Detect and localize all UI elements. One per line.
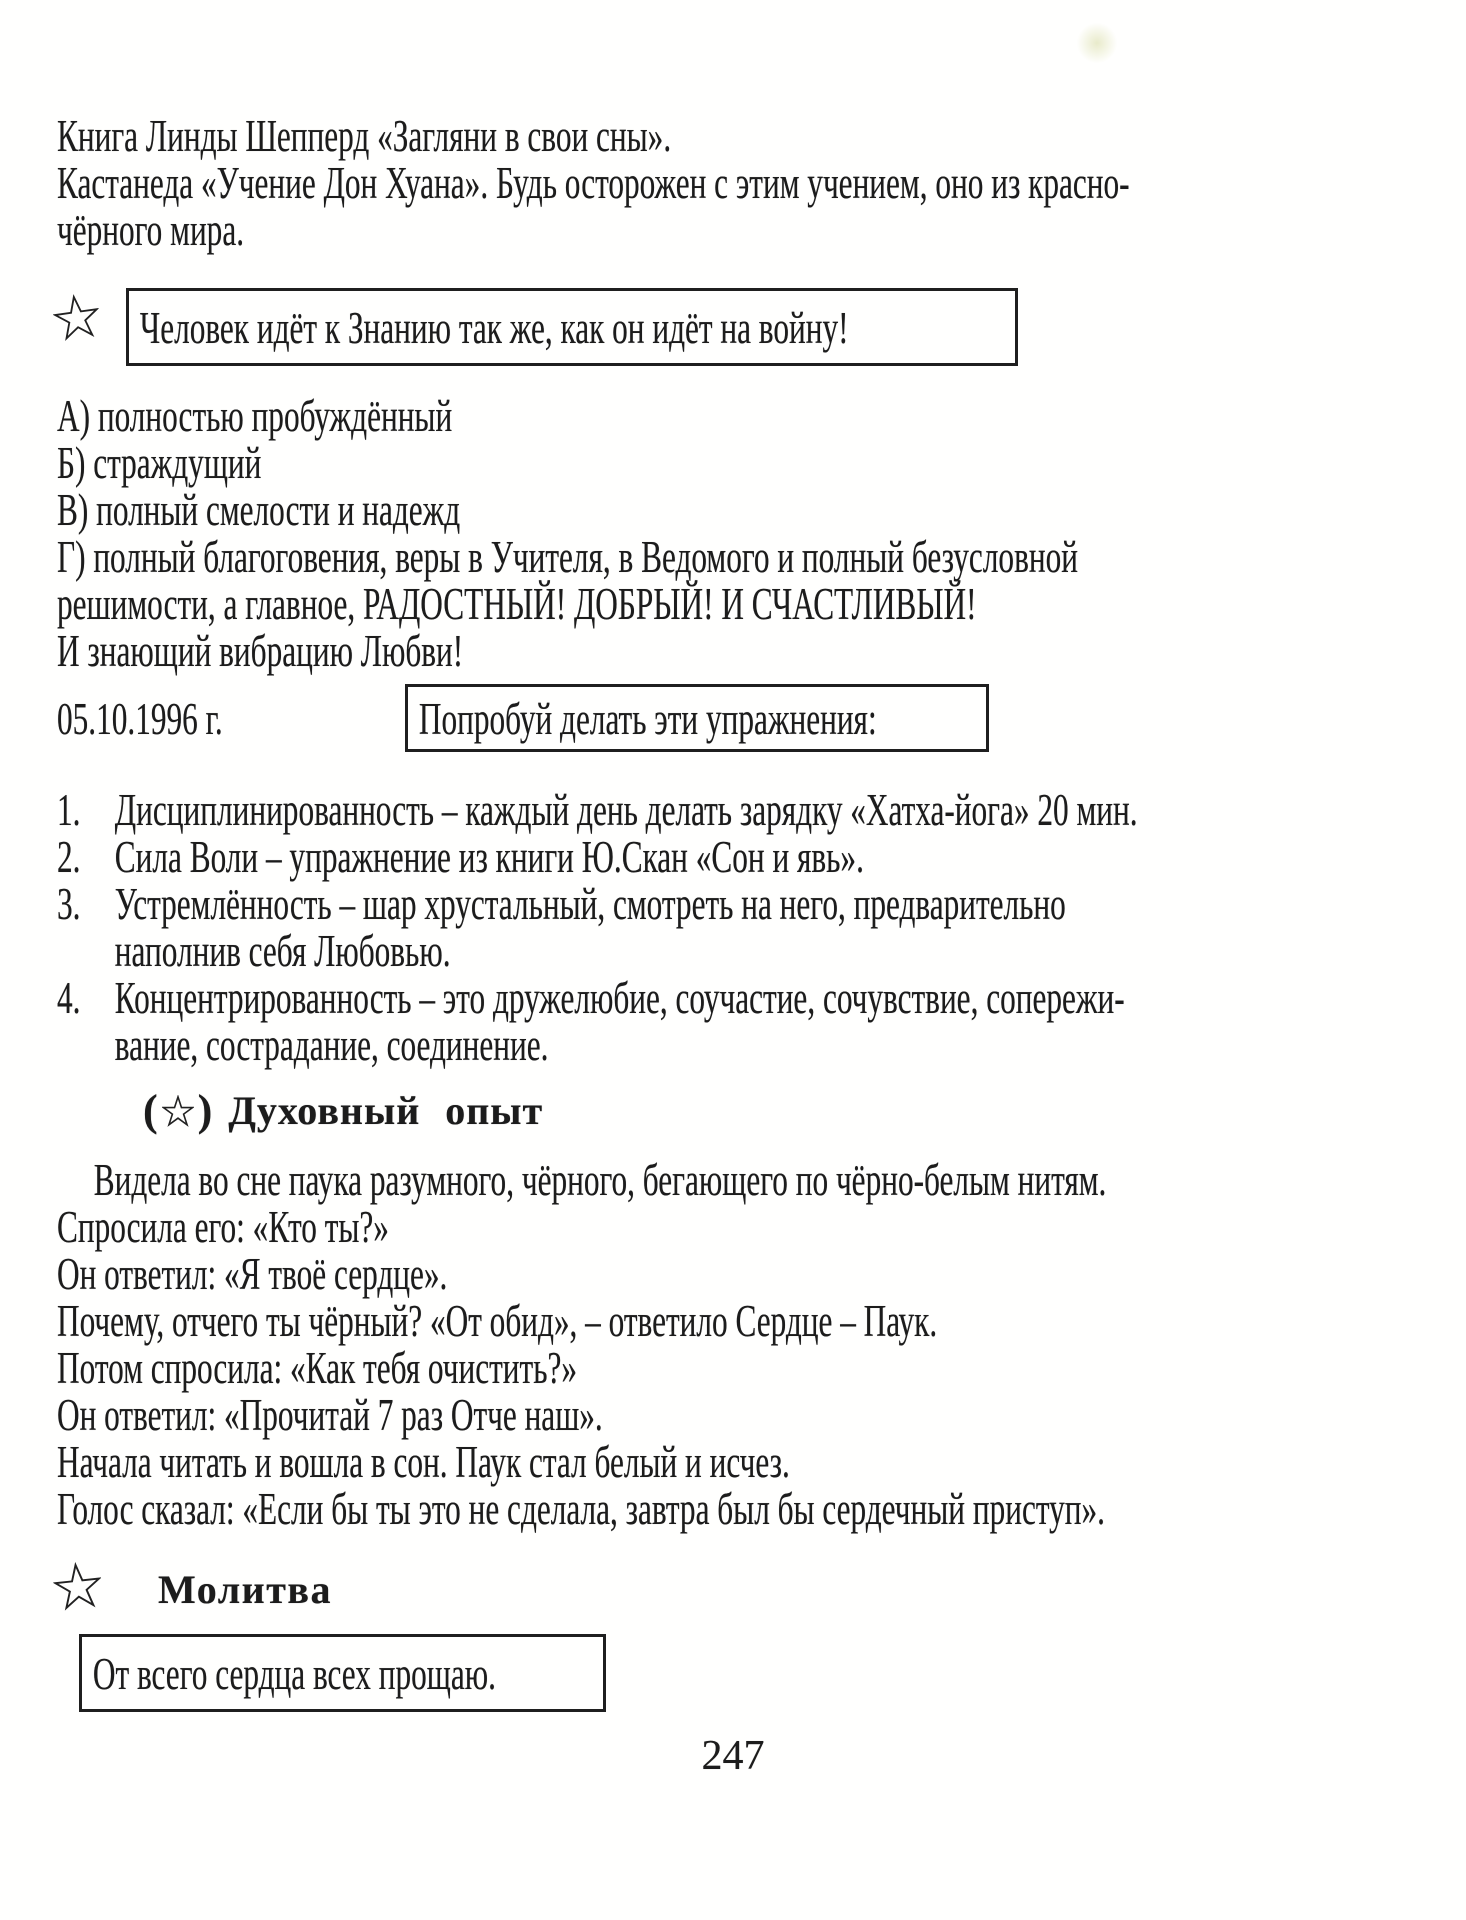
text-line: Почему, отчего ты чёрный? «От обид», – ответило Сердце – Паук. bbox=[57, 1295, 938, 1346]
entry-date bbox=[57, 686, 223, 752]
instruction-box bbox=[405, 684, 989, 752]
text-line: Кастанеда «Учение Дон Хуана». Будь осторожен с этим учением, оно из красно- bbox=[57, 157, 1130, 208]
exercise-continuation bbox=[57, 1021, 1138, 1068]
text-line: Голос сказал: «Если бы ты это не сделала, завтра был бы сердечный приступ». bbox=[57, 1483, 1105, 1534]
star-icon bbox=[51, 1560, 104, 1618]
text-line: чёрного мира. bbox=[57, 204, 245, 255]
star-icon bbox=[162, 1095, 194, 1127]
intro-paragraph bbox=[57, 112, 1130, 253]
star-icon bbox=[51, 291, 104, 348]
option-line: В) полный смелости и надежд bbox=[57, 484, 461, 535]
close-paren: ) bbox=[197, 1086, 213, 1135]
exercise-continuation bbox=[57, 927, 1138, 974]
text-line: Он ответил: «Прочитай 7 раз Отче наш». bbox=[57, 1389, 603, 1440]
exercise-text: Концентрированность – это дружелюбие, соучастие, сочувствие, сопережи- bbox=[114, 972, 1125, 1023]
exercise-text: Устремлённость – шар хрустальный, смотреть на него, предварительно bbox=[114, 878, 1066, 929]
spiritual-experience-heading bbox=[143, 1086, 543, 1136]
text-line: Он ответил: «Я твоё сердце». bbox=[57, 1248, 448, 1299]
prayer-heading: Молитва bbox=[158, 1567, 332, 1612]
text-line: Видела во сне паука разумного, чёрного, бегающего по чёрно-белым нитям. bbox=[93, 1154, 1107, 1205]
option-line: Г) полный благоговения, веры в Учителя, в Ведомого и полный безусловной bbox=[57, 531, 1078, 582]
option-line: А) полностью пробуждённый bbox=[57, 390, 453, 441]
options-list bbox=[57, 392, 1078, 674]
prayer-box-text: От всего сердца всех прощаю. bbox=[92, 1647, 496, 1699]
open-paren: ( bbox=[143, 1086, 158, 1135]
exercise-number: 4. bbox=[57, 972, 81, 1023]
dream-paragraph bbox=[57, 1156, 1106, 1532]
option-line: Б) страждущий bbox=[57, 437, 262, 488]
quote-box-text: Человек идёт к Знанию так же, как он идёт на войну! bbox=[139, 301, 849, 353]
text-line: Потом спросила: «Как тебя очистить?» bbox=[57, 1342, 577, 1393]
exercise-number: 1. bbox=[57, 784, 81, 835]
exercise-item bbox=[57, 786, 1138, 833]
quote-box bbox=[126, 288, 1018, 366]
exercise-item bbox=[57, 880, 1138, 927]
page-number: 247 bbox=[701, 1733, 765, 1779]
exercise-item bbox=[57, 974, 1138, 1021]
option-line: решимости, а главное, РАДОСТНЫЙ! ДОБРЫЙ! И СЧАСТЛИВЫЙ! bbox=[57, 578, 977, 629]
heading-label: Духовный опыт bbox=[228, 1088, 544, 1133]
exercise-number: 3. bbox=[57, 878, 81, 929]
date-text: 05.10.1996 г. bbox=[57, 693, 223, 744]
instruction-box-text: Попробуй делать эти упражнения: bbox=[418, 692, 877, 744]
exercise-number: 2. bbox=[57, 831, 81, 882]
exercise-item bbox=[57, 833, 1138, 880]
exercise-text: вание, сострадание, соединение. bbox=[114, 1019, 549, 1070]
exercise-text: наполнив себя Любовью. bbox=[114, 925, 451, 976]
text-line: Начала читать и вошла в сон. Паук стал белый и исчез. bbox=[57, 1436, 790, 1487]
exercise-list bbox=[57, 786, 1138, 1068]
scan-smudge bbox=[1068, 14, 1126, 72]
exercise-text: Сила Воли – упражнение из книги Ю.Скан «Сон и явь». bbox=[114, 831, 864, 882]
exercise-text: Дисциплинированность – каждый день делать зарядку «Хатха-йога» 20 мин. bbox=[114, 784, 1138, 835]
option-line: И знающий вибрацию Любви! bbox=[57, 625, 464, 676]
text-line: Книга Линды Шепперд «Загляни в свои сны». bbox=[57, 110, 672, 161]
text-line: Спросила его: «Кто ты?» bbox=[57, 1201, 389, 1252]
prayer-box bbox=[79, 1634, 606, 1712]
